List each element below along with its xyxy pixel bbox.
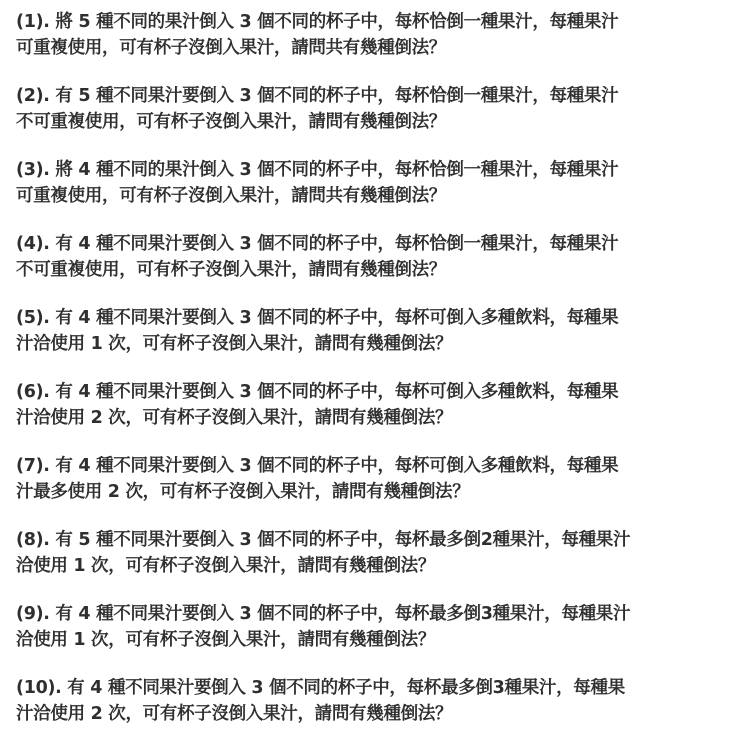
problem-line: 不可重複使用，可有杯子沒倒入果汁，請問有幾種倒法？: [16, 260, 446, 280]
problem-line: (10). 有 4 種不同果汁要倒入 3 個不同的杯子中，每杯最多倒3種果汁，每種果: [16, 678, 625, 698]
problem-line: (9). 有 4 種不同果汁要倒入 3 個不同的杯子中，每杯最多倒3種果汁，每種果汁: [16, 604, 631, 624]
problem-line: (4). 有 4 種不同果汁要倒入 3 個不同的杯子中，每杯恰倒一種果汁，每種果汁: [16, 234, 619, 254]
problem-line: 汁洽使用 2 次，可有杯子沒倒入果汁，請問有幾種倒法？: [16, 704, 453, 724]
problem-8: [16, 527, 740, 601]
problem-line: 汁洽使用 1 次，可有杯子沒倒入果汁，請問有幾種倒法？: [16, 334, 453, 354]
problem-line: 可重複使用，可有杯子沒倒入果汁，請問共有幾種倒法？: [16, 38, 446, 58]
problem-line: 汁洽使用 2 次，可有杯子沒倒入果汁，請問有幾種倒法？: [16, 408, 453, 428]
problem-4: [16, 231, 740, 305]
problem-3: [16, 157, 740, 231]
problem-9: [16, 601, 740, 675]
problem-line: (1). 將 5 種不同的果汁倒入 3 個不同的杯子中，每杯恰倒一種果汁，每種果汁: [16, 12, 619, 32]
problem-line: 洽使用 1 次，可有杯子沒倒入果汁，請問有幾種倒法？: [16, 556, 436, 576]
problem-7: [16, 453, 740, 527]
problem-6: [16, 379, 740, 453]
problem-line: (6). 有 4 種不同果汁要倒入 3 個不同的杯子中，每杯可倒入多種飲料，每種果: [16, 382, 619, 402]
problem-line: (7). 有 4 種不同果汁要倒入 3 個不同的杯子中，每杯可倒入多種飲料，每種果: [16, 456, 619, 476]
problem-2: [16, 83, 740, 157]
problem-line: 汁最多使用 2 次，可有杯子沒倒入果汁，請問有幾種倒法？: [16, 482, 470, 502]
problem-10: [16, 675, 740, 749]
problem-line: 洽使用 1 次，可有杯子沒倒入果汁，請問有幾種倒法？: [16, 630, 436, 650]
problem-line: 不可重複使用，可有杯子沒倒入果汁，請問有幾種倒法？: [16, 112, 446, 132]
problem-line: (3). 將 4 種不同的果汁倒入 3 個不同的杯子中，每杯恰倒一種果汁，每種果汁: [16, 160, 619, 180]
problem-line: (2). 有 5 種不同果汁要倒入 3 個不同的杯子中，每杯恰倒一種果汁，每種果汁: [16, 86, 619, 106]
problem-1: [16, 9, 740, 83]
problem-line: (8). 有 5 種不同果汁要倒入 3 個不同的杯子中，每杯最多倒2種果汁，每種果汁: [16, 530, 631, 550]
problem-5: [16, 305, 740, 379]
problem-line: 可重複使用，可有杯子沒倒入果汁，請問共有幾種倒法？: [16, 186, 446, 206]
problem-line: (5). 有 4 種不同果汁要倒入 3 個不同的杯子中，每杯可倒入多種飲料，每種果: [16, 308, 619, 328]
